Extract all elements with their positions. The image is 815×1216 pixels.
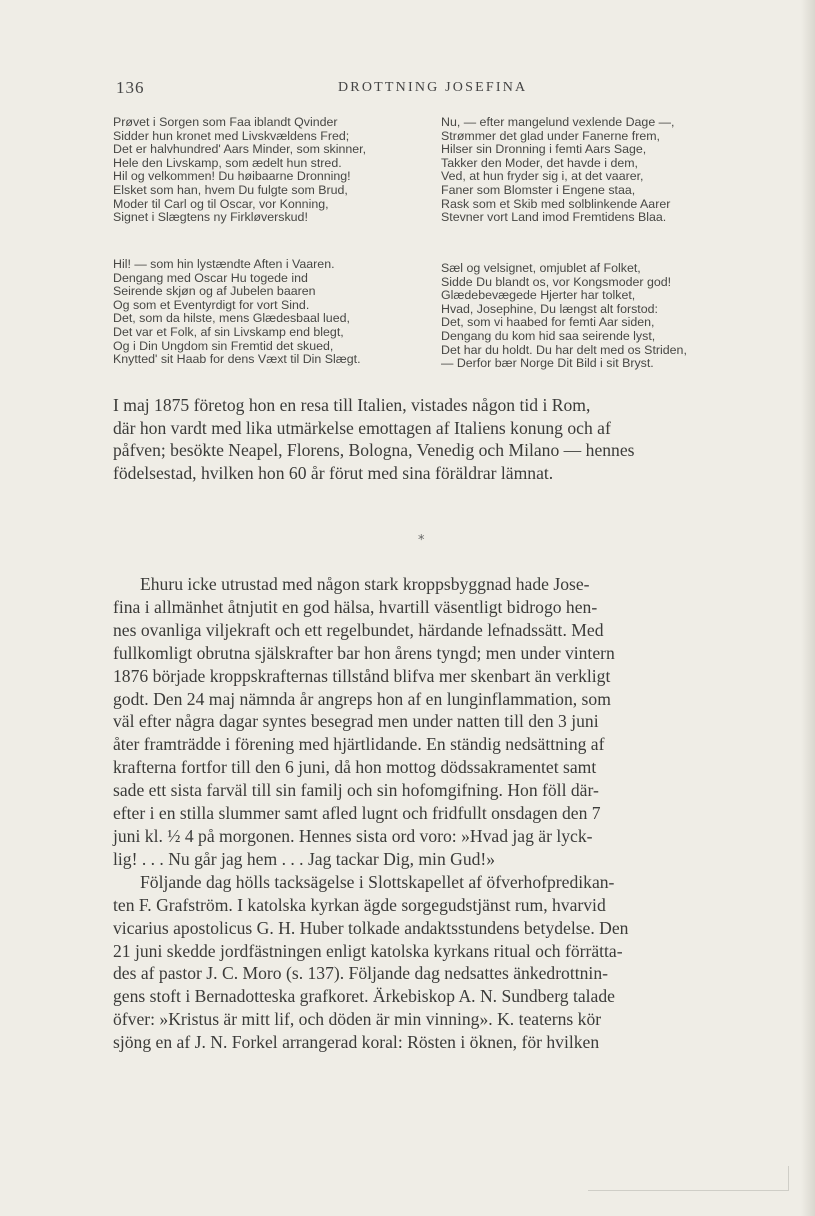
poem-line: Det, som da hilste, mens Glædesbaal lued, — [113, 311, 350, 326]
prose-line: godt. Den 24 maj nämnda år angreps hon af en lunginflammation, som — [113, 688, 611, 709]
poem-line: Prøvet i Sorgen som Faa iblandt Qvinder — [113, 115, 338, 129]
prose-line: Följande dag hölls tacksägelse i Slottskapellet af öfverhofpredikan- — [140, 871, 615, 892]
poem-line: Dengang med Oscar Hu togede ind — [113, 270, 308, 285]
poem-stanza-1 — [113, 116, 366, 225]
prose-line: des af pastor J. C. Moro (s. 137). Följande dag nedsattes änkedrottnin- — [113, 963, 608, 984]
poem-line: Rask som et Skib med solblinkende Aarer — [441, 196, 671, 211]
poem-line: Nu, — efter mangelund vexlende Dage —, — [441, 115, 675, 129]
prose-line: födelsestad, hvilken hon 60 år förut med sina föräldrar lämnat. — [113, 462, 554, 483]
poem-stanza-3 — [113, 258, 361, 367]
poem-line: Det, som vi haabed for femti Aar siden, — [441, 315, 655, 330]
page-edge-shadow — [801, 0, 815, 1216]
poem-line: Faner som Blomster i Engene staa, — [441, 182, 636, 197]
poem-line: Hele den Livskamp, som ædelt hun stred. — [113, 155, 342, 170]
prose-line: öfver: »Kristus är mitt lif, och döden är min vinning». K. teaterns kör — [113, 1009, 602, 1030]
prose-line: krafterna fortfor till den 6 juni, då hon mottog dödssakramentet samt — [113, 757, 597, 778]
poem-line: Det er halvhundred' Aars Minder, som skinner, — [113, 142, 367, 157]
prose-line: 1876 började kroppskrafternas tillstånd blifva mer skenbart än verkligt — [113, 665, 611, 686]
prose-line: åter framträdde i förening med hjärtlidande. En ständig nedsättning af — [113, 734, 605, 755]
prose-line: ten F. Grafström. I katolska kyrkan ägde sorgegudstjänst rum, hvarvid — [113, 894, 606, 915]
prose-line: fullkomligt obrutna själskrafter bar hon årens tyngd; men under vintern — [113, 642, 615, 663]
running-head: DROTTNING JOSEFINA — [338, 80, 528, 95]
poem-line: Stevner vort Land imod Fremtidens Blaa. — [441, 210, 667, 225]
poem-line: Seirende skjøn og af Jubelen baaren — [113, 284, 316, 299]
poem-line: Ved, at hun fryder sig i, at det vaarer, — [441, 169, 644, 184]
poem-line: Strømmer det glad under Fanerne frem, — [441, 128, 660, 143]
scan-corner-mark — [588, 1166, 789, 1191]
prose-line: sade ett sista farväl till sin familj och sin hofomgifning. Hon föll där- — [113, 780, 599, 801]
poem-line: Takker den Moder, det havde i dem, — [441, 155, 638, 170]
paragraph-italy-journey — [113, 394, 635, 484]
poem-line: Sidde Du blandt os, vor Kongsmoder god! — [441, 274, 672, 289]
prose-line: I maj 1875 företog hon en resa till Italien, vistades någon tid i Rom, — [113, 395, 591, 415]
paragraph-illness-death — [113, 573, 628, 1054]
poem-line: Elsket som han, hvem Du fulgte som Brud, — [113, 182, 348, 197]
prose-line: nes ovanliga viljekraft och ett regelbundet, härdande lefnadssätt. Med — [113, 619, 604, 640]
poem-line: Moder til Carl og til Oscar, vor Konning, — [113, 196, 329, 211]
poem-line: Det har du holdt. Du har delt med os Striden, — [441, 342, 687, 357]
poem-line: Og i Din Ungdom sin Fremtid det skued, — [113, 338, 334, 353]
poem-line: Dengang du kom hid saa seirende lyst, — [441, 328, 656, 343]
prose-line: vicarius apostolicus G. H. Huber tolkade andaktsstundens betydelse. Den — [113, 917, 629, 938]
page-number: 136 — [116, 78, 145, 97]
prose-line: där hon vardt med lika utmärkelse emottagen af Italiens konung och af — [113, 417, 611, 438]
poem-stanza-2 — [441, 116, 675, 225]
prose-line: juni kl. ½ 4 på morgonen. Hennes sista ord voro: »Hvad jag är lyck- — [113, 825, 593, 846]
page-header — [112, 78, 712, 100]
poem-line: Hil og velkommen! Du høibaarne Dronning! — [113, 169, 351, 184]
poem-line: Knytted' sit Haab for dens Væxt til Din Slægt. — [113, 352, 361, 367]
poem-line: Hvad, Josephine, Du længst alt forstod: — [441, 301, 658, 316]
poem-stanza-4 — [441, 262, 687, 371]
prose-line: efter i en stilla slummer samt afled lugnt och fridfullt onsdagen den 7 — [113, 803, 601, 824]
prose-line: lig! . . . Nu går jag hem . . . Jag tackar Dig, min Gud!» — [113, 848, 496, 869]
poem-line: Sæl og velsignet, omjublet af Folket, — [441, 261, 641, 275]
prose-line: fina i allmänhet åtnjutit en god hälsa, hvartill väsentligt bidrogo hen- — [113, 596, 598, 617]
prose-line: gens stoft i Bernadotteska grafkoret. Ärkebiskop A. N. Sundberg talade — [113, 986, 615, 1007]
poem-line: Det var et Folk, af sin Livskamp end blegt, — [113, 324, 344, 339]
poem-line: Hil! — som hin lystændte Aften i Vaaren. — [113, 257, 335, 271]
poem-line: Signet i Slægtens ny Firkløverskud! — [113, 210, 308, 225]
prose-line: väl efter några dagar syntes besegrad men under natten till den 3 juni — [113, 711, 599, 732]
poem-line: Glædebevægede Hjerter har tolket, — [441, 288, 636, 303]
poem-line: Og som et Eventyrdigt for vort Sind. — [113, 297, 310, 312]
poem-line: Hilser sin Dronning i femti Aars Sage, — [441, 142, 647, 157]
prose-line: 21 juni skedde jordfästningen enligt katolska kyrkans ritual och förrätta- — [113, 940, 623, 961]
poem-line: Sidder hun kronet med Livskvældens Fred; — [113, 128, 350, 143]
prose-line: sjöng en af J. N. Forkel arrangerad koral: Rösten i öknen, för hvilken — [113, 1032, 600, 1053]
section-separator: * — [418, 533, 425, 548]
prose-line: påfven; besökte Neapel, Florens, Bologna, Venedig och Milano — hennes — [113, 440, 635, 461]
prose-line: Ehuru icke utrustad med någon stark kroppsbyggnad hade Jose- — [140, 574, 590, 594]
poem-line: — Derfor bær Norge Dit Bild i sit Bryst. — [441, 356, 654, 371]
